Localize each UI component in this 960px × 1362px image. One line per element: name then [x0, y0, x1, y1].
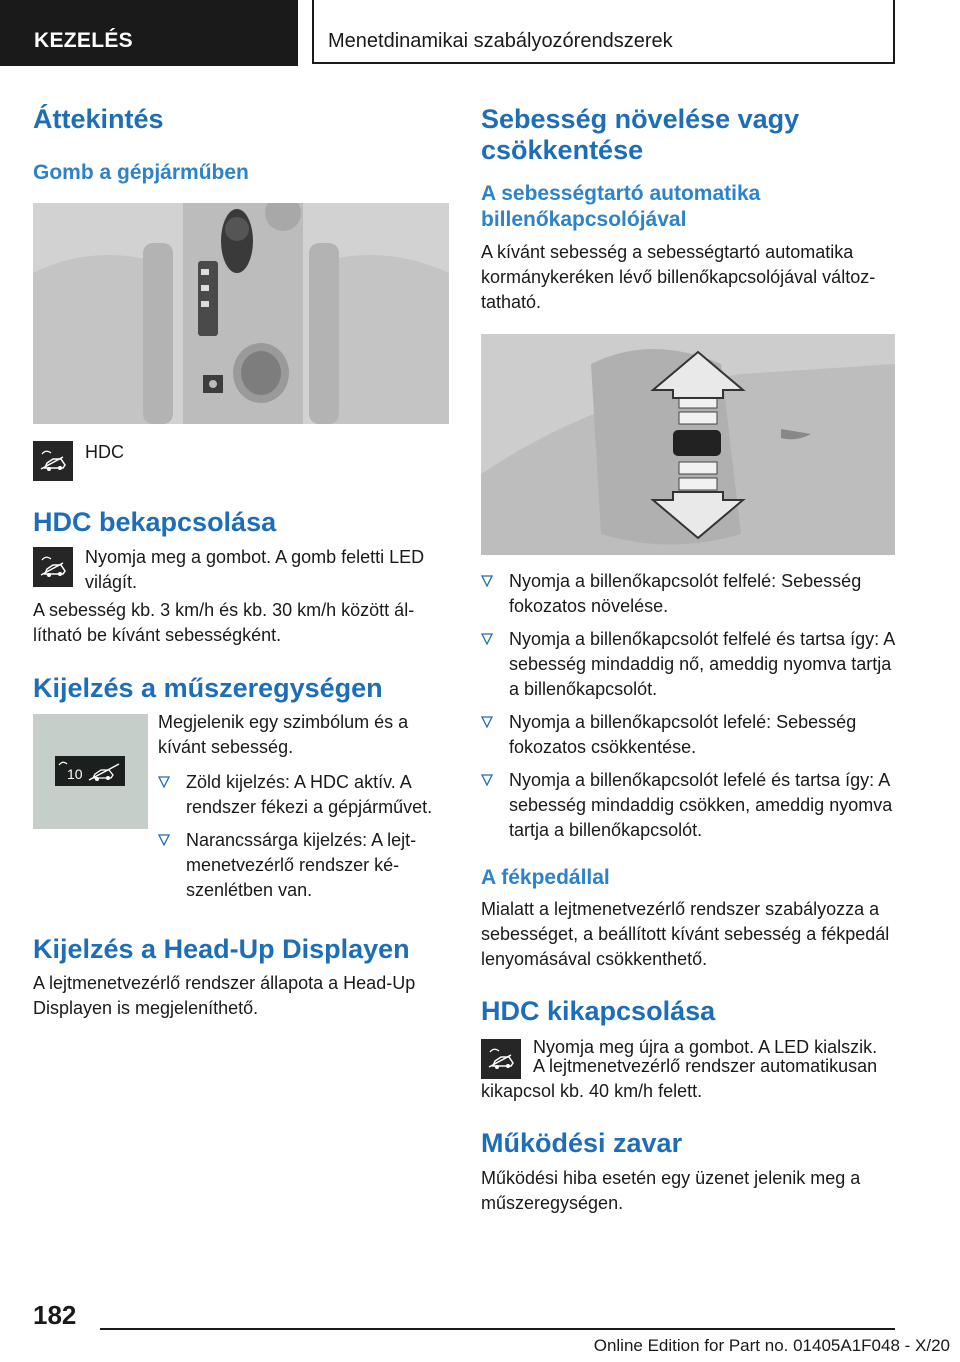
list-item: Zöld kijelzés: A HDC aktív. A rendszer fékezi a gépjárművet.	[158, 770, 449, 820]
brake-pedal-text: Mialatt a lejtmenetvezérlő rendszer szabályozza a sebességet, a beállított kívánt sebesség a fékpedál lenyomásával csökkenthető.	[481, 899, 890, 969]
hud-heading: Kijelzés a Head-Up Displayen	[33, 934, 410, 964]
rocker-text: A kívánt sebesség a sebességtartó automatika kormánykeréken lévő billenőkapcsolójával változtatható.	[481, 242, 876, 312]
hdc-disable-heading: HDC kikapcsolása	[481, 996, 716, 1026]
page-number: 182	[33, 1300, 77, 1330]
hud-text: A lejtmenetvezérlő rendszer állapota a Head-Up Displayen is megjeleníthető.	[33, 973, 416, 1018]
hdc-button-icon-2	[33, 547, 73, 587]
left-column	[33, 96, 449, 1021]
bullet-triangle-icon	[481, 575, 493, 587]
enable-instruction	[33, 547, 449, 595]
bullet-triangle-icon	[158, 834, 170, 846]
speed-range-text: A sebesség kb. 3 km/h és kb. 30 km/h között állítható be kívánt sebességként.	[33, 600, 415, 645]
list-item: Narancssárga kijelzés: A lejtmenetvezérlő rendszer készenlétben van.	[158, 828, 449, 903]
bullet-triangle-icon	[481, 633, 493, 645]
overview-heading: Áttekintés	[33, 104, 164, 134]
enable-text: Nyomja meg a gombot. A gomb feletti LED világít.	[85, 547, 425, 592]
disable-text-1: Nyomja meg újra a gombot. A LED kialszik.	[533, 1037, 878, 1057]
list-item: Nyomja a billenőkapcsolót lefelé: Sebesség fokozatos csökkentése.	[481, 710, 897, 760]
cluster-heading: Kijelzés a műszeregységen	[33, 673, 383, 703]
brake-pedal-heading: A fékpedállal	[481, 866, 610, 889]
list-item: Nyomja a billenőkapcsolót felfelé és tartsa így: A sebesség mindaddig nő, ameddig nyomva tartja a billenőkapcsolót.	[481, 627, 897, 702]
rocker-bullets	[481, 569, 897, 843]
console-illustration	[33, 203, 449, 424]
steering-wheel-photo	[481, 334, 895, 555]
disable-text-2: A lejtmenetvezérlő rendszer automatikusan kikapcsol kb. 40 km/h felett.	[481, 1056, 878, 1101]
cluster-bullets	[158, 770, 449, 903]
right-column	[481, 96, 897, 1216]
cluster-text: Megjelenik egy szimbólum és a kívánt sebesség.	[158, 712, 409, 757]
rocker-illustration	[481, 334, 895, 555]
malfunction-heading: Működési zavar	[481, 1128, 683, 1158]
hdc-button-legend	[33, 441, 449, 481]
footer-divider	[100, 1328, 895, 1330]
cluster-display-image	[33, 714, 148, 829]
list-item: Nyomja a billenőkapcsolót felfelé: Sebesség fokozatos növelése.	[481, 569, 897, 619]
malfunction-text: Működési hiba esetén egy üzenet jelenik meg a műszeregységen.	[481, 1168, 861, 1213]
edition-note: Online Edition for Part no. 01405A1F048 - X/20	[593, 1336, 950, 1355]
speed-change-heading: Sebesség növelése vagy csökkentése	[481, 104, 800, 165]
cluster-section	[33, 714, 449, 911]
rocker-switch-heading: A sebességtartó automatika billenőkapcsolójával	[481, 182, 761, 231]
cluster-speed-number: 10	[67, 766, 83, 782]
section-tab: KEZELÉS	[0, 0, 298, 66]
hdc-button-icon-3	[481, 1039, 521, 1079]
button-in-vehicle-heading: Gomb a gépjárműben	[33, 161, 249, 184]
list-item: Nyomja a billenőkapcsolót lefelé és tartsa így: A sebesség mindaddig csökken, ameddig nyomva tartja a billenőkapcsolót.	[481, 768, 897, 843]
bullet-triangle-icon	[158, 776, 170, 788]
bullet-triangle-icon	[481, 774, 493, 786]
cluster-text-block	[158, 714, 449, 911]
center-console-photo	[33, 203, 449, 424]
hdc-button-icon	[33, 441, 73, 481]
bullet-triangle-icon	[481, 716, 493, 728]
hdc-cluster-symbol-icon	[55, 756, 125, 786]
hdc-label: HDC	[85, 442, 124, 462]
chapter-title: Menetdinamikai szabályozórendszerek	[312, 0, 895, 64]
hdc-enable-heading: HDC bekapcsolása	[33, 507, 277, 537]
page-header	[0, 0, 960, 66]
